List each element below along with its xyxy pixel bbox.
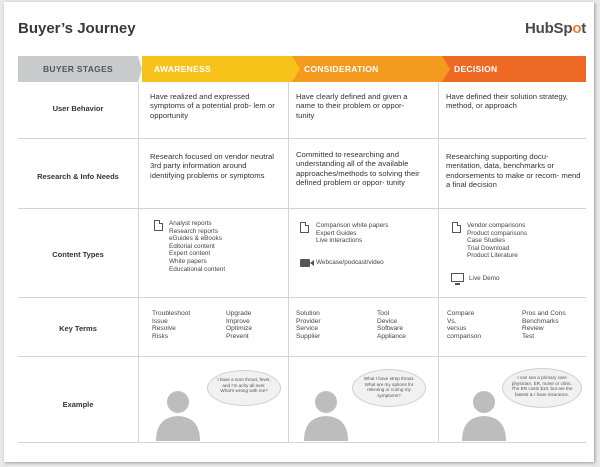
page-title: Buyer’s Journey (18, 20, 136, 37)
content-video-consideration: Webcase/podcast/video (316, 259, 384, 266)
list-item: Review (522, 325, 544, 333)
list-item: Service (296, 325, 318, 333)
list-item: Prevent (226, 332, 249, 340)
content-list-decision (467, 222, 577, 260)
key-terms-consideration-col1 (296, 310, 364, 340)
list-item: Comparison white papers (316, 222, 389, 229)
list-item: Provider (296, 317, 321, 325)
document-icon (452, 222, 461, 233)
speech-bubble-consideration: What I have strep throat. What are my options for relieving or curing my symptoms? (352, 369, 426, 407)
key-terms-decision-col1 (447, 310, 517, 340)
header-consideration: CONSIDERATION (292, 56, 442, 82)
column-divider (438, 82, 439, 442)
person-silhouette-icon (460, 385, 508, 441)
list-item: Pros and Cons (522, 310, 566, 317)
content-list-awareness (169, 220, 279, 273)
logo-text-2: t (581, 20, 587, 37)
stage-header (18, 56, 586, 82)
research-awareness: Research focused on vendor neutral 3rd party information around identifying problems or symptoms (150, 152, 274, 180)
list-item: White papers (169, 257, 207, 265)
key-terms-awareness-col1 (152, 310, 220, 340)
row-divider (18, 356, 586, 357)
list-item: Expert Guides (316, 229, 357, 237)
row-label-user-behavior: User Behavior (52, 104, 104, 113)
logo-text-accent: o (572, 20, 582, 37)
row-divider (18, 138, 586, 139)
video-camera-icon (300, 259, 310, 267)
list-item: Troubleshoot (152, 310, 191, 317)
user-behavior-decision: Have defined their solution strategy, method, or approach (446, 92, 569, 111)
header-buyer-stages: BUYER STAGES (18, 56, 138, 82)
list-item: Product comparisons (467, 229, 528, 237)
list-item: Live interactions (316, 237, 363, 245)
list-item: Risks (152, 332, 169, 340)
list-item: Benchmarks (522, 317, 559, 325)
page (4, 2, 594, 462)
hubspot-logo (525, 20, 586, 37)
list-item: Vendor comparisons (467, 222, 526, 229)
speech-bubble-awareness: I have a sore throat, fever, and I’m achy all over. What’s wrong with me? (207, 370, 281, 406)
list-item: Compare (447, 310, 475, 317)
document-icon (154, 220, 163, 231)
person-silhouette-icon (302, 385, 350, 441)
speech-bubble-decision: I can see a primary care physician, ER, nurse or clinic. The ER costs $10, but are the fastest & I have insurance. (502, 368, 582, 408)
list-item: comparison (447, 332, 482, 340)
list-item: Editorial content (169, 242, 215, 250)
list-item: Vs. (447, 317, 457, 325)
header-arrow-consideration (442, 56, 450, 82)
key-terms-awareness-col2 (226, 310, 286, 340)
list-item: Improve (226, 317, 250, 325)
header-decision: DECISION (442, 56, 586, 82)
header-arrow-awareness (292, 56, 300, 82)
list-item: Solution (296, 310, 320, 317)
list-item: Appliance (377, 332, 406, 340)
column-divider (288, 82, 289, 442)
person-silhouette-icon (154, 385, 202, 441)
list-item: Device (377, 317, 398, 325)
user-behavior-awareness: Have realized and expressed symptoms of a potential prob- lem or opportunity (150, 92, 275, 120)
row-label-key-terms: Key Terms (59, 324, 97, 333)
row-label-content-types: Content Types (52, 250, 104, 259)
list-item: Resolve (152, 325, 176, 333)
list-item: Supplier (296, 332, 321, 340)
content-demo-decision: Live Demo (469, 275, 500, 282)
research-decision: Researching supporting docu- mentation, data, benchmarks or endorsements to make or recom- mend a final decision (446, 152, 581, 190)
content-list-consideration (316, 222, 426, 245)
row-divider (18, 297, 586, 298)
row-divider (18, 442, 586, 443)
list-item: Trial Download (467, 244, 510, 252)
row-label-research: Research & Info Needs (37, 172, 119, 181)
key-terms-consideration-col2 (377, 310, 437, 340)
user-behavior-consideration: Have clearly defined and given a name to their problem or oppor- tunity (296, 92, 408, 120)
list-item: Optimize (226, 325, 253, 333)
list-item: Test (522, 332, 535, 340)
list-item: Educational content (169, 265, 226, 273)
row-divider (18, 208, 586, 209)
list-item: Analyst reports (169, 220, 212, 227)
list-item: Research reports (169, 227, 219, 235)
list-item: Issue (152, 317, 168, 325)
document-icon (300, 222, 309, 233)
list-item: Expert content (169, 250, 211, 258)
monitor-icon (451, 273, 464, 282)
list-item: Upgrade (226, 310, 252, 317)
list-item: Software (377, 325, 404, 333)
row-label-example: Example (62, 400, 94, 409)
header-awareness: AWARENESS (142, 56, 292, 82)
list-item: Product Literature (467, 252, 518, 260)
list-item: Tool (377, 310, 390, 317)
list-item: eGuides & eBooks (169, 235, 222, 243)
logo-text-1: HubSp (525, 20, 573, 37)
research-consideration: Committed to researching and understanding all of the available approaches/methods to solving their defined problem or oppor- tunity (296, 150, 420, 188)
key-terms-decision-col2 (522, 310, 586, 340)
column-divider (138, 82, 139, 442)
list-item: versus (447, 325, 467, 333)
list-item: Case Studies (467, 237, 506, 245)
